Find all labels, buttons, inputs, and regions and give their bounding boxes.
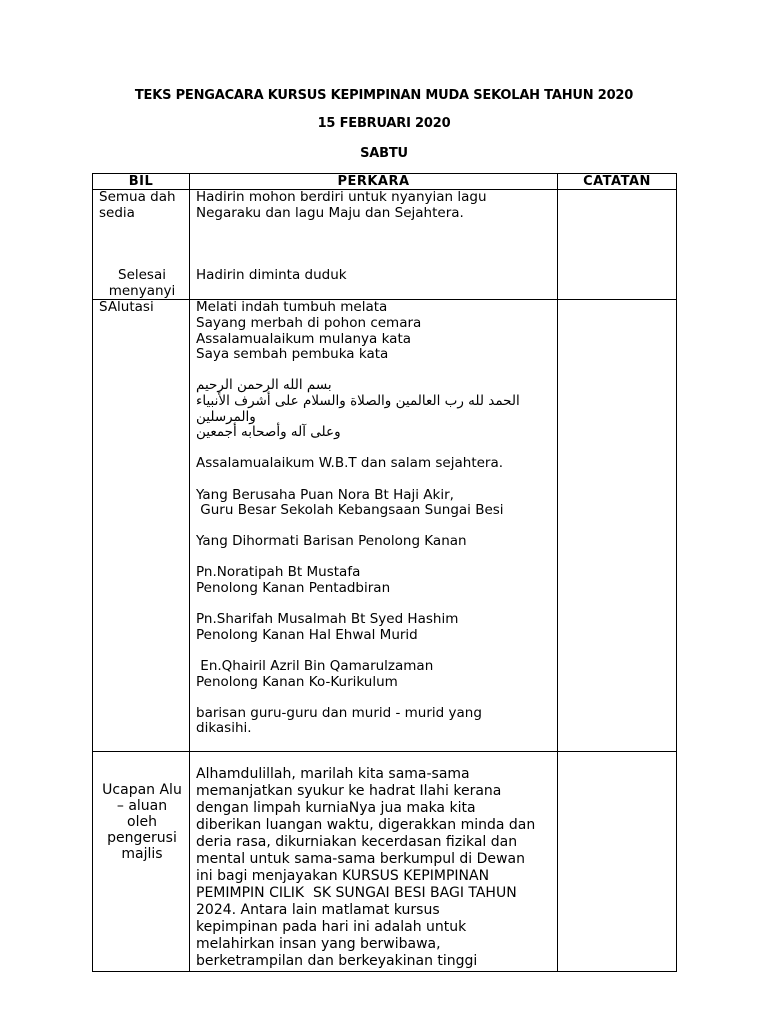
ucapan-line: deria rasa, dikurniakan kecerdasan fizikal dan [196, 834, 518, 851]
pantun-line: Melati indah tumbuh melata [196, 299, 388, 316]
ucapan-line: PEMIMPIN CILIK SK SUNGAI BESI BAGI TAHUN [196, 885, 517, 902]
perkara-cell [190, 300, 558, 752]
table-row [93, 752, 677, 972]
guest-line: Penolong Kanan Hal Ehwal Murid [196, 626, 418, 643]
table-row [93, 190, 677, 300]
guest-line: Guru Besar Sekolah Kebangsaan Sungai Besi [196, 502, 504, 519]
bil-text: majlis [121, 846, 163, 863]
column-header-catatan: CATATAN [558, 174, 677, 190]
bil-cell [93, 300, 190, 752]
bil-cell [93, 190, 190, 300]
table-header-row [93, 174, 677, 190]
document-day: SABTU [360, 146, 408, 161]
pantun-line: Assalamualaikum mulanya kata [196, 330, 412, 347]
bil-text: sedia [99, 204, 135, 221]
ucapan-line: ini bagi menjayakan KURSUS KEPIMPINAN [196, 868, 490, 885]
ucapan-line: Alhamdulillah, marilah kita sama-sama [196, 766, 470, 783]
bil-text: oleh [127, 814, 157, 831]
guest-line: Pn.Sharifah Musalmah Bt Syed Hashim [196, 611, 459, 628]
catatan-cell [558, 190, 677, 300]
perkara-text: Hadirin diminta duduk [196, 267, 347, 284]
bil-text: Ucapan Alu [102, 782, 182, 799]
table-row [93, 300, 677, 752]
perkara-cell [190, 190, 558, 300]
closing-line: dikasihi. [196, 720, 252, 737]
guest-line: Penolong Kanan Ko-Kurikulum [196, 673, 398, 690]
bil-text: Selesai [118, 267, 166, 284]
ucapan-line: berketrampilan dan berkeyakinan tinggi [196, 953, 478, 970]
ucapan-line: dengan limpah kurniaNya jua maka kita [196, 800, 476, 817]
pantun-line: Sayang merbah di pohon cemara [196, 314, 422, 331]
bil-text: Semua dah [99, 189, 176, 205]
pantun-line: Saya sembah pembuka kata [196, 346, 389, 363]
bil-text: SAlutasi [99, 299, 154, 316]
ucapan-line: 2024. Antara lain matlamat kursus [196, 902, 440, 919]
arabic-praise: الحمد لله رب العالمين والصلاة والسلام على أشرف الأنبياء والمرسلين [196, 392, 520, 425]
ucapan-line: diberikan luangan waktu, digerakkan minda dan [196, 817, 536, 834]
guest-line: Pn.Noratipah Bt Mustafa [196, 564, 361, 581]
guest-line: Penolong Kanan Pentadbiran [196, 580, 391, 597]
guest-line: Yang Berusaha Puan Nora Bt Haji Akir, [196, 486, 454, 503]
perkara-text: Hadirin mohon berdiri untuk nyanyian lagu [196, 189, 487, 205]
salam-text: Assalamualaikum W.B.T dan salam sejahtera. [196, 455, 504, 472]
catatan-cell [558, 300, 677, 752]
bil-text: menyanyi [108, 282, 176, 299]
program-table [92, 173, 677, 972]
bil-text: pengerusi [107, 830, 177, 847]
guest-line: En.Qhairil Azril Bin Qamarulzaman [196, 658, 434, 675]
ucapan-line: mental untuk sama-sama berkumpul di Dewan [196, 851, 525, 868]
ucapan-line: kepimpinan pada hari ini adalah untuk [196, 919, 467, 936]
bil-text: – aluan [116, 798, 168, 815]
column-header-bil: BIL [93, 174, 190, 190]
closing-line: barisan guru-guru dan murid - murid yang [196, 704, 482, 721]
guest-line: Yang Dihormati Barisan Penolong Kanan [196, 533, 467, 550]
arabic-salawat: وعلى آله وأصحابه أجمعين [196, 424, 341, 441]
bil-cell [93, 752, 190, 972]
perkara-text: Negaraku dan lagu Maju dan Sejahtera. [196, 204, 464, 221]
catatan-cell [558, 752, 677, 972]
arabic-basmalah: بسم الله الرحمن الرحيم [196, 377, 332, 394]
ucapan-line: melahirkan insan yang berwibawa, [196, 936, 441, 953]
perkara-cell [190, 752, 558, 972]
document-title: TEKS PENGACARA KURSUS KEPIMPINAN MUDA SEKOLAH TAHUN 2020 [134, 88, 634, 103]
document-date: 15 FEBRUARI 2020 [317, 116, 451, 131]
ucapan-line: memanjatkan syukur ke hadrat Ilahi kerana [196, 783, 502, 800]
column-header-perkara: PERKARA [190, 174, 558, 190]
